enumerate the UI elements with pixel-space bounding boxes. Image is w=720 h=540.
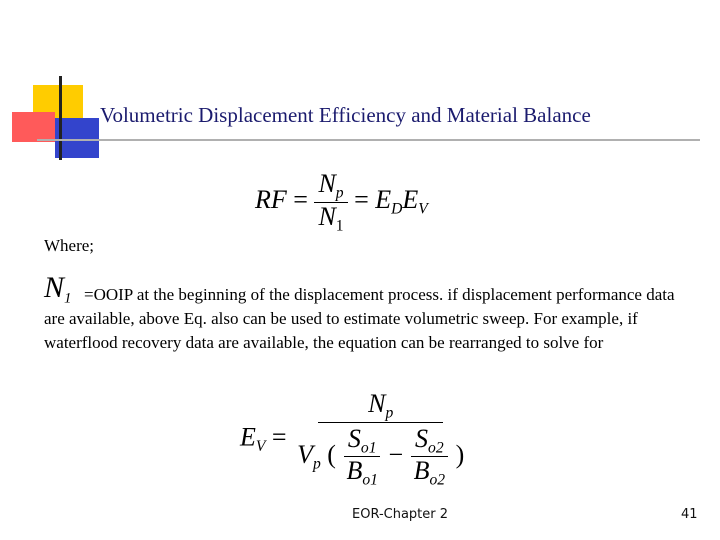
eq1-den-sub: 1 bbox=[335, 217, 344, 235]
eq1-equals-2: = bbox=[354, 185, 369, 215]
decor-vertical-line bbox=[59, 76, 62, 160]
slide-title: Volumetric Displacement Efficiency and Material Balance bbox=[100, 103, 591, 127]
eq2-s1-sub: o1 bbox=[360, 439, 377, 457]
eq2-b2: B bbox=[413, 456, 430, 486]
eq2-minus: − bbox=[388, 439, 404, 469]
eq1-num-var: N bbox=[318, 169, 336, 198]
page-number: 41 bbox=[681, 507, 698, 522]
eq1-den-var: N bbox=[318, 201, 336, 231]
eq1-rhs-a: E bbox=[375, 185, 392, 215]
eq2-s2-sub: o2 bbox=[428, 439, 444, 457]
eq2-lhs-sub: V bbox=[255, 437, 266, 455]
eq2-num-sub: p bbox=[385, 404, 394, 422]
volumetric-sweep-equation bbox=[240, 390, 468, 489]
eq1-fraction bbox=[314, 170, 347, 234]
title-underline bbox=[37, 139, 700, 141]
eq1-rhs-b-sub: V bbox=[418, 200, 428, 218]
where-label: Where; bbox=[44, 236, 95, 255]
eq2-vp-sub: p bbox=[312, 455, 321, 473]
eq2-vp: V bbox=[297, 439, 313, 469]
n1-var: N bbox=[44, 271, 65, 304]
eq1-rhs-a-sub: D bbox=[391, 200, 403, 218]
eq2-b1: B bbox=[346, 456, 363, 486]
eq1-rhs-b: E bbox=[402, 185, 419, 215]
n1-sub: 1 bbox=[64, 290, 72, 307]
definition-paragraph: =OOIP at the beginning of the displacement process. if displacement performance data are available, above Eq. also can be used to estimate volumetric sweep. For example, if waterflood recovery data are available, the equation can be rearranged to solve for bbox=[44, 285, 675, 352]
recovery-factor-equation bbox=[255, 170, 428, 234]
eq1-num-sub: p bbox=[335, 184, 344, 202]
eq2-s2: S bbox=[415, 423, 429, 453]
eq2-num-var: N bbox=[368, 389, 386, 418]
footer-chapter: EOR-Chapter 2 bbox=[352, 507, 449, 522]
eq2-inner-fraction-2 bbox=[410, 425, 449, 489]
eq2-equals: = bbox=[271, 422, 287, 452]
eq2-b2-sub: o2 bbox=[429, 471, 446, 489]
eq2-s1: S bbox=[347, 423, 361, 453]
eq1-equals: = bbox=[293, 185, 308, 215]
eq2-b1-sub: o1 bbox=[362, 471, 378, 489]
decor-red-square bbox=[12, 112, 55, 142]
eq2-rparen: ) bbox=[455, 439, 465, 469]
eq2-fraction bbox=[293, 390, 468, 489]
eq1-lhs: RF bbox=[255, 185, 287, 215]
eq2-lparen: ( bbox=[327, 439, 336, 469]
eq2-lhs: E bbox=[240, 422, 256, 452]
eq2-inner-fraction-1 bbox=[342, 425, 381, 489]
